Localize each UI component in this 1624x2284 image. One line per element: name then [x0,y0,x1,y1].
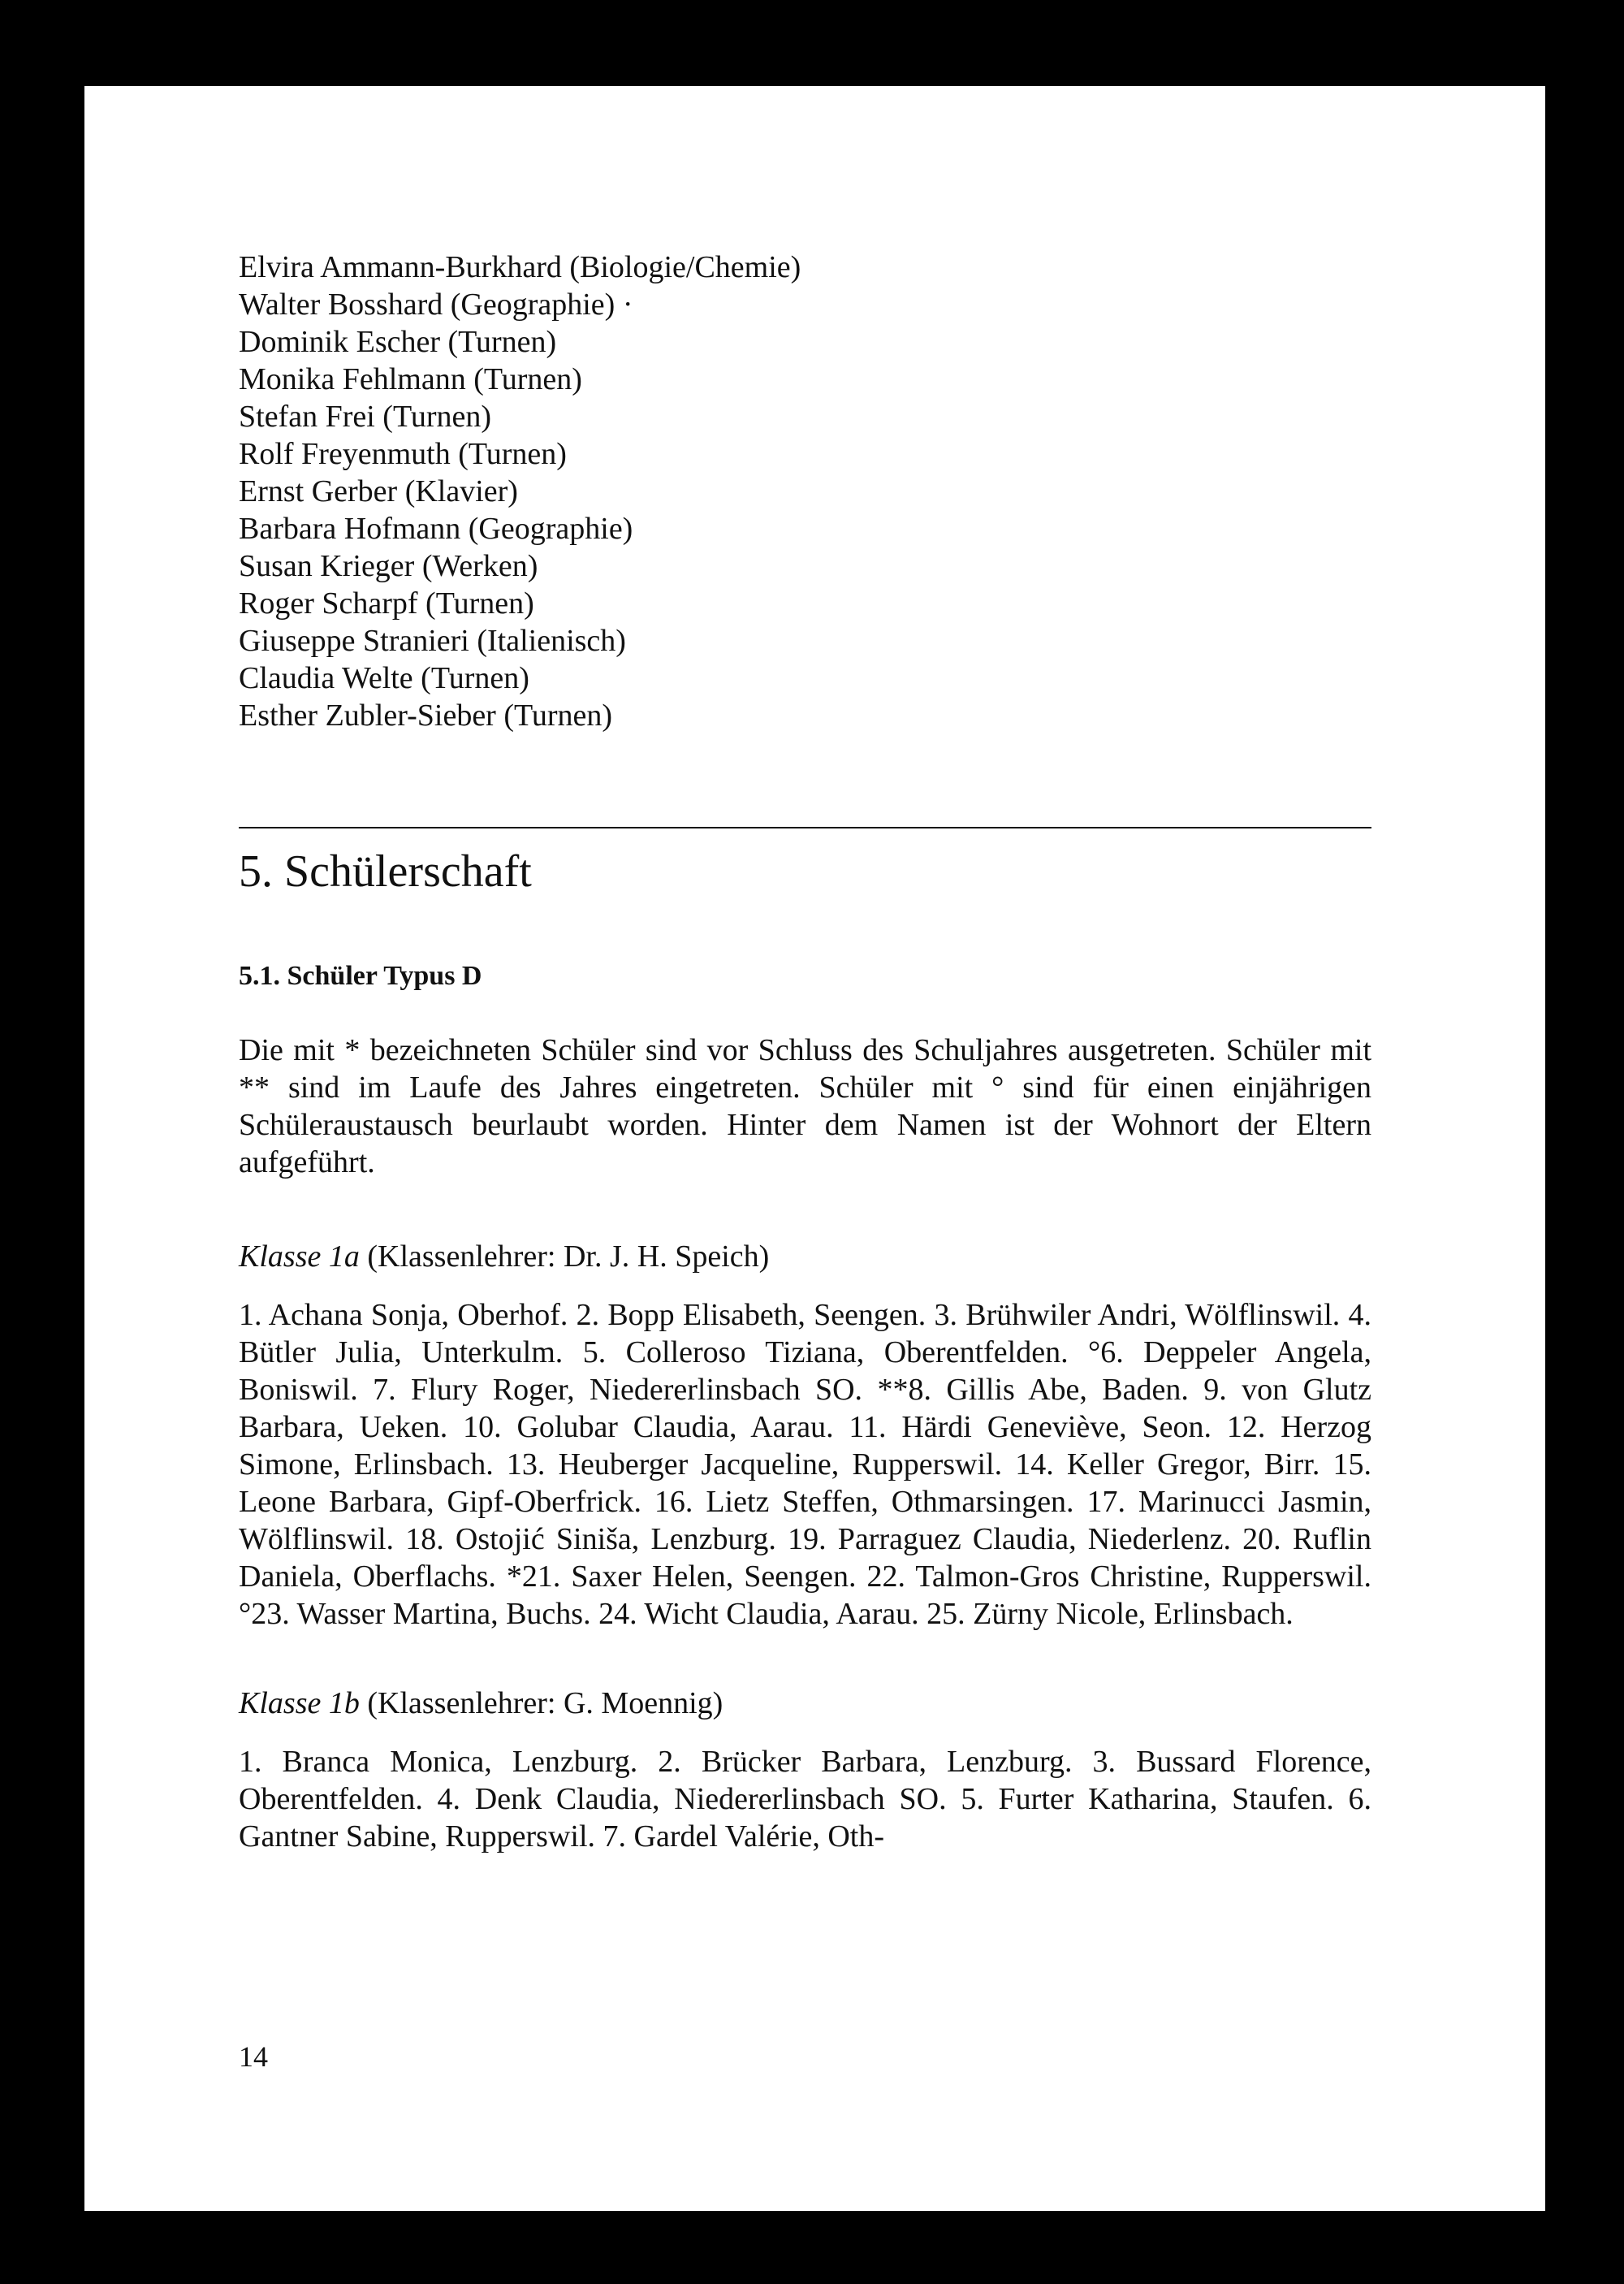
document-page [84,86,1545,2211]
class-student-list: 1. Branca Monica, Lenzburg. 2. Brücker Barbara, Lenzburg. 3. Bussard Florence, Oberentfelden. 4. Denk Claudia, Niedererlinsbach SO. 5. Furter Katharina, Staufen. 6. Gantner Sabine, Rupperswil. 7. Gardel Valérie, Oth- [239,1745,1371,1854]
staff-entry: Monika Fehlmann (Turnen) [239,362,582,396]
class-teacher: (Klassenlehrer: G. Moennig) [367,1686,723,1720]
staff-entry: Giuseppe Stranieri (Italienisch) [239,624,626,658]
intro-paragraph: Die mit * bezeichneten Schüler sind vor Schluss des Schuljahres ausgetreten. Schüler mit ** sind im Laufe des Jahres eingetreten. Schüler mit ° sind für einen einjährigen Schüleraustausch beurlaubt worden. Hinter dem Namen ist der Wohnort der Eltern aufgeführt. [239,1033,1371,1179]
staff-entry: Elvira Ammann-Burkhard (Biologie/Chemie) [239,250,801,284]
staff-entry: Roger Scharpf (Turnen) [239,586,534,621]
staff-entry: Walter Bosshard (Geographie) · [239,288,633,322]
page-content [239,249,1371,1855]
staff-entry: Stefan Frei (Turnen) [239,400,491,434]
staff-entry: Susan Krieger (Werken) [239,549,538,583]
subsection-heading: 5.1. Schüler Typus D [239,961,482,991]
page-number: 14 [239,2040,268,2073]
class-heading [239,1685,1371,1722]
staff-entry: Dominik Escher (Turnen) [239,325,557,359]
class-student-list: 1. Achana Sonja, Oberhof. 2. Bopp Elisabeth, Seengen. 3. Brühwiler Andri, Wölflinswil. 4. Bütler Julia, Unterkulm. 5. Colleroso Tiziana, Oberentfelden. °6. Deppeler Angela, Boniswil. 7. Flury Roger, Niedererlinsbach SO. **8. Gillis Abe, Baden. 9. von Glutz Barbara, Ueken. 10. Golubar Claudia, Aarau. 11. Härdi Geneviève, Seon. 12. Herzog Simone, Erlinsbach. 13. Heuberger Jacqueline, Rupperswil. 14. Keller Gregor, Birr. 15. Leone Barbara, Gipf-Oberfrick. 16. Lietz Steffen, Othmarsingen. 17. Marinucci Jasmin, Wölflinswil. 18. Ostojić Siniša, Lenzburg. 19. Parraguez Claudia, Niederlenz. 20. Ruflin Daniela, Oberflachs. *21. Saxer Helen, Seengen. 22. Talmon-Gros Christine, Rupperswil. °23. Wasser Martina, Buchs. 24. Wicht Claudia, Aarau. 25. Zürny Nicole, Erlinsbach. [239,1298,1371,1631]
staff-entry: Claudia Welte (Turnen) [239,661,529,695]
staff-entry: Barbara Hofmann (Geographie) [239,512,633,546]
class-heading [239,1238,1371,1275]
staff-entry: Rolf Freyenmuth (Turnen) [239,437,567,471]
section-heading: 5. Schülerschaft [239,846,532,897]
staff-list [239,249,1371,734]
class-teacher: (Klassenlehrer: Dr. J. H. Speich) [367,1239,770,1274]
class-name: Klasse 1b [239,1686,360,1720]
class-name: Klasse 1a [239,1239,360,1274]
staff-entry: Esther Zubler-Sieber (Turnen) [239,699,613,733]
staff-entry: Ernst Gerber (Klavier) [239,474,518,508]
section-divider [239,827,1371,828]
